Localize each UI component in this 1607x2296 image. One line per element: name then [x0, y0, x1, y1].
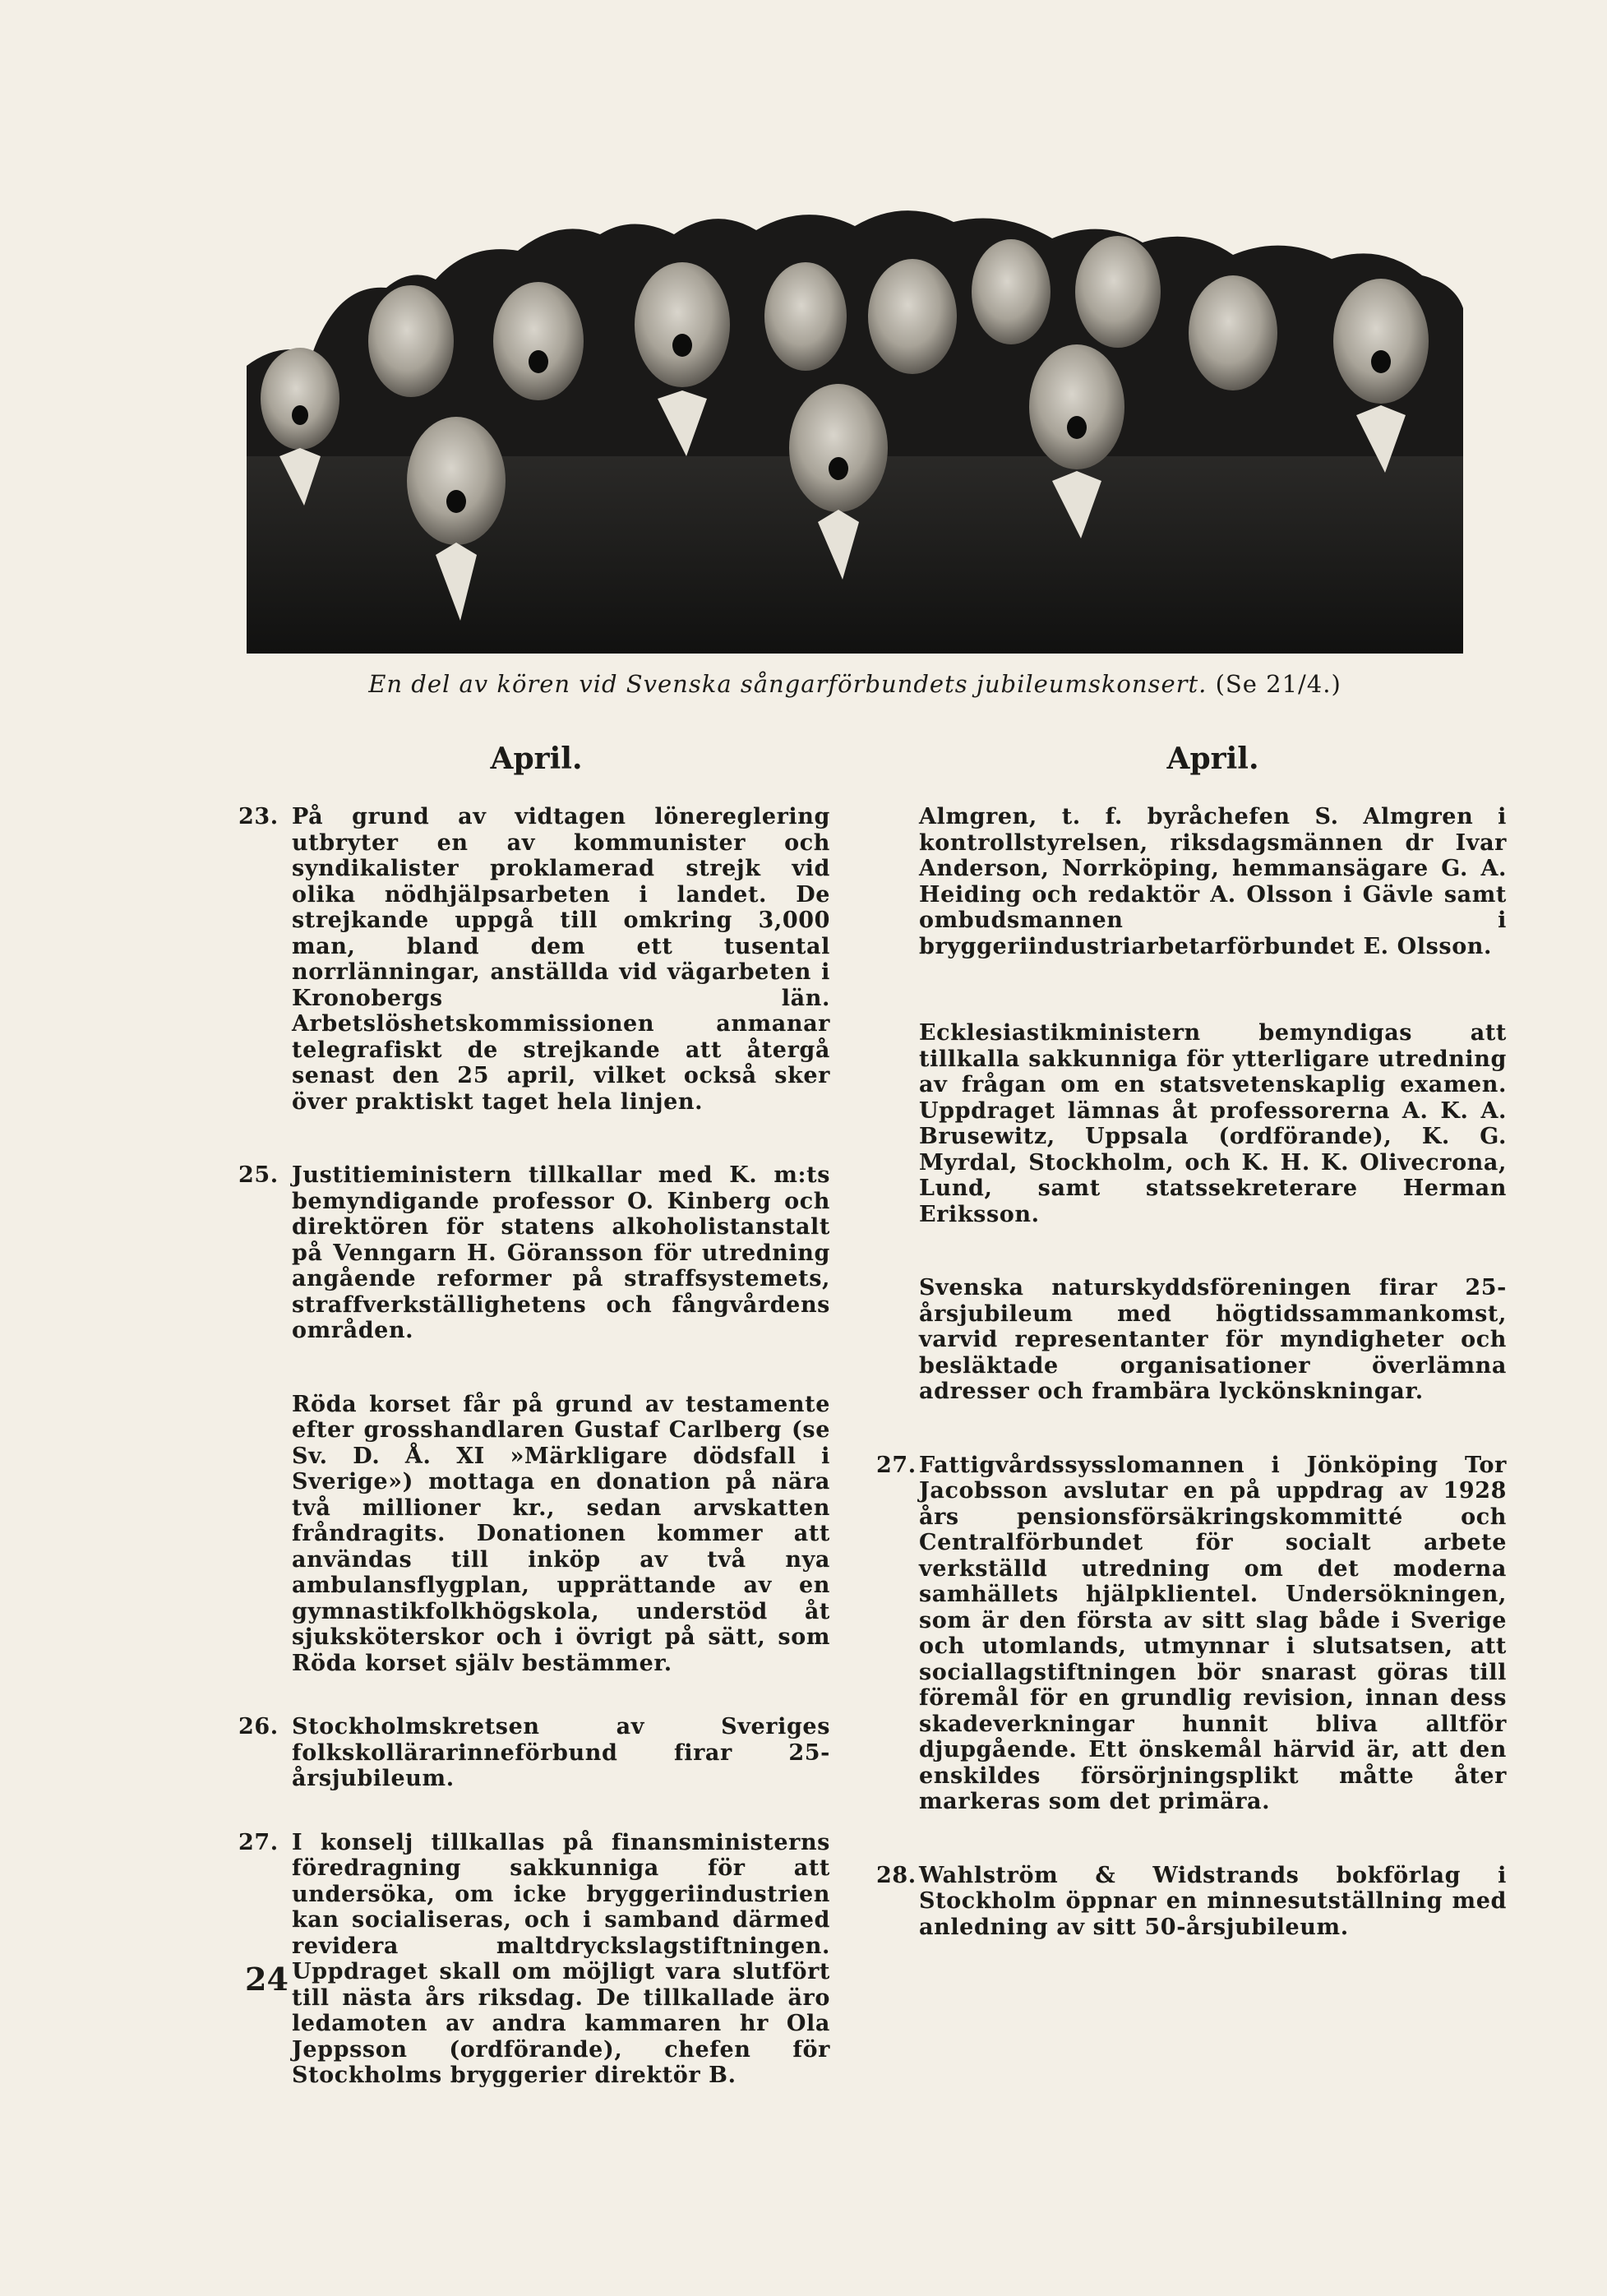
entry-28-bokforlag — [876, 1862, 1507, 1941]
entry-text: Fattigvårdssysslomannen i Jönköping Tor Jacobsson avslutar en på uppdrag av 1928 års pensionsförsäkringskommitté och Centralförbundet för socialt arbete verkställd utredning om det moderna samhällets hjälpklientel. Undersökningen, som är den första av sitt slag både i Sverige och utomlands, utmynnar i slutsatsen, att sociallagstiftningen bör snarast göras till föremål för en grundlig revision, innan dess skadeverkningar hunnit bliva alltför djupgående. Ett önskemål härvid är, att den enskildes försörjningsplikt måtte åter markeras som det primära. — [919, 1452, 1507, 1814]
left-column-heading: April. — [490, 741, 583, 776]
entry-25-justice — [238, 1162, 830, 1344]
entry-almgren-continued — [919, 804, 1507, 959]
entry-text: Röda korset får på grund av testamente efter grosshandlaren Gustaf Carlberg (se Sv. D. Å. XI »Märkligare dödsfall i Sverige») mottaga en donation på nära två millioner kr., sedan arvskatten fråndragits. Donationen kommer att användas till inköp av två nya ambulansflygplan, upprättande av en gymnastikfolkhögskola, understöd åt sjuksköterskor och i övrigt på sätt, som Röda korset själv bestämmer. — [292, 1391, 830, 1676]
choir-photo — [247, 210, 1463, 654]
entry-ecklesiastik — [919, 1020, 1507, 1227]
entry-text: Almgren, t. f. byråchefen S. Almgren i kontrollstyrelsen, riksdagsmännen dr Ivar Anderson, Norrköping, hemmansägare G. A. Heiding och redaktör A. Olsson i Gävle samt ombudsmannen i bryggeriindustriarbetarförbundet E. Olsson. — [919, 804, 1507, 959]
entry-date: 27. — [238, 1829, 279, 1855]
entry-text: Svenska naturskyddsföreningen firar 25-årsjubileum med högtidssammankomst, varvid representanter för myndigheter och besläktade organisationer överlämna adresser och frambära lyckönskningar. — [919, 1275, 1507, 1404]
entry-date: 27. — [876, 1452, 917, 1478]
entry-date: 23. — [238, 804, 279, 829]
entry-text: I konselj tillkallas på finansministerns föredragning sakkunniga för att undersöka, om icke bryggeriindustrien kan socialiseras, och i samband därmed revidera maltdryckslagstiftningen. Uppdraget skall om möjligt vara slutfört till nästa års riksdag. De tillkallade äro ledamoten av andra kammaren hr Ola Jeppsson (ordförande), chefen för Stockholms bryggerier direktör B. — [292, 1829, 830, 2088]
entry-date: 26. — [238, 1714, 279, 1739]
right-column — [876, 740, 1507, 1940]
right-column-heading: April. — [1166, 741, 1259, 776]
entry-date: 25. — [238, 1162, 279, 1188]
caption-text: En del av kören vid Svenska sångarförbundets jubileumskonsert. — [368, 670, 1208, 698]
entry-27-fattigvard — [876, 1452, 1507, 1815]
entry-date: 28. — [876, 1862, 917, 1888]
entry-23-strike — [238, 804, 830, 1115]
caption-reference: (Se 21/4.) — [1215, 670, 1341, 698]
left-column — [238, 740, 830, 2089]
entry-text: Justitieministern tillkallar med K. m:ts bemyndigande professor O. Kinberg och direktören för statens alkoholistanstalt på Venngarn H. Göransson för utredning angående reformer på straffsystemets, straffverkställighetens och fångvårdens områden. — [292, 1162, 830, 1343]
entry-red-cross — [242, 1392, 830, 1677]
choir-photo-image — [247, 210, 1463, 654]
entry-naturskydd — [919, 1275, 1507, 1405]
entry-text: På grund av vidtagen lönereglering utbryter en av kommunister och syndikalister proklamerad strejk vid olika nödhjälpsarbeten i landet. De strejkande uppgå till omkring 3,000 man, bland dem ett tusental norrlänningar, anställda vid vägarbeten i Kronobergs län. Arbetslöshetskommissionen anmanar telegrafiskt de strejkande att återgå senast den 25 april, vilket också sker över praktiskt taget hela linjen. — [292, 804, 830, 1115]
entry-27-konselj — [238, 1829, 830, 2089]
entry-26-stockholm — [238, 1714, 830, 1792]
entry-text: Stockholmskretsen av Sveriges folkskollärarinneförbund firar 25-årsjubileum. — [292, 1714, 830, 1791]
photo-caption — [247, 670, 1463, 698]
entry-text: Wahlström & Widstrands bokförlag i Stockholm öppnar en minnesutställning med anledning av sitt 50-årsjubileum. — [919, 1862, 1507, 1940]
entry-text: Ecklesiastikministern bemyndigas att tillkalla sakkunniga för ytterligare utredning av frågan om en statsvetenskaplig examen. Uppdraget lämnas åt professorerna A. K. A. Brusewitz, Uppsala (ordförande), K. G. Myrdal, Stockholm, och K. H. K. Olivecrona, Lund, samt statssekreterare Herman Eriksson. — [919, 1020, 1507, 1227]
page-number: 24 — [245, 1961, 289, 1998]
